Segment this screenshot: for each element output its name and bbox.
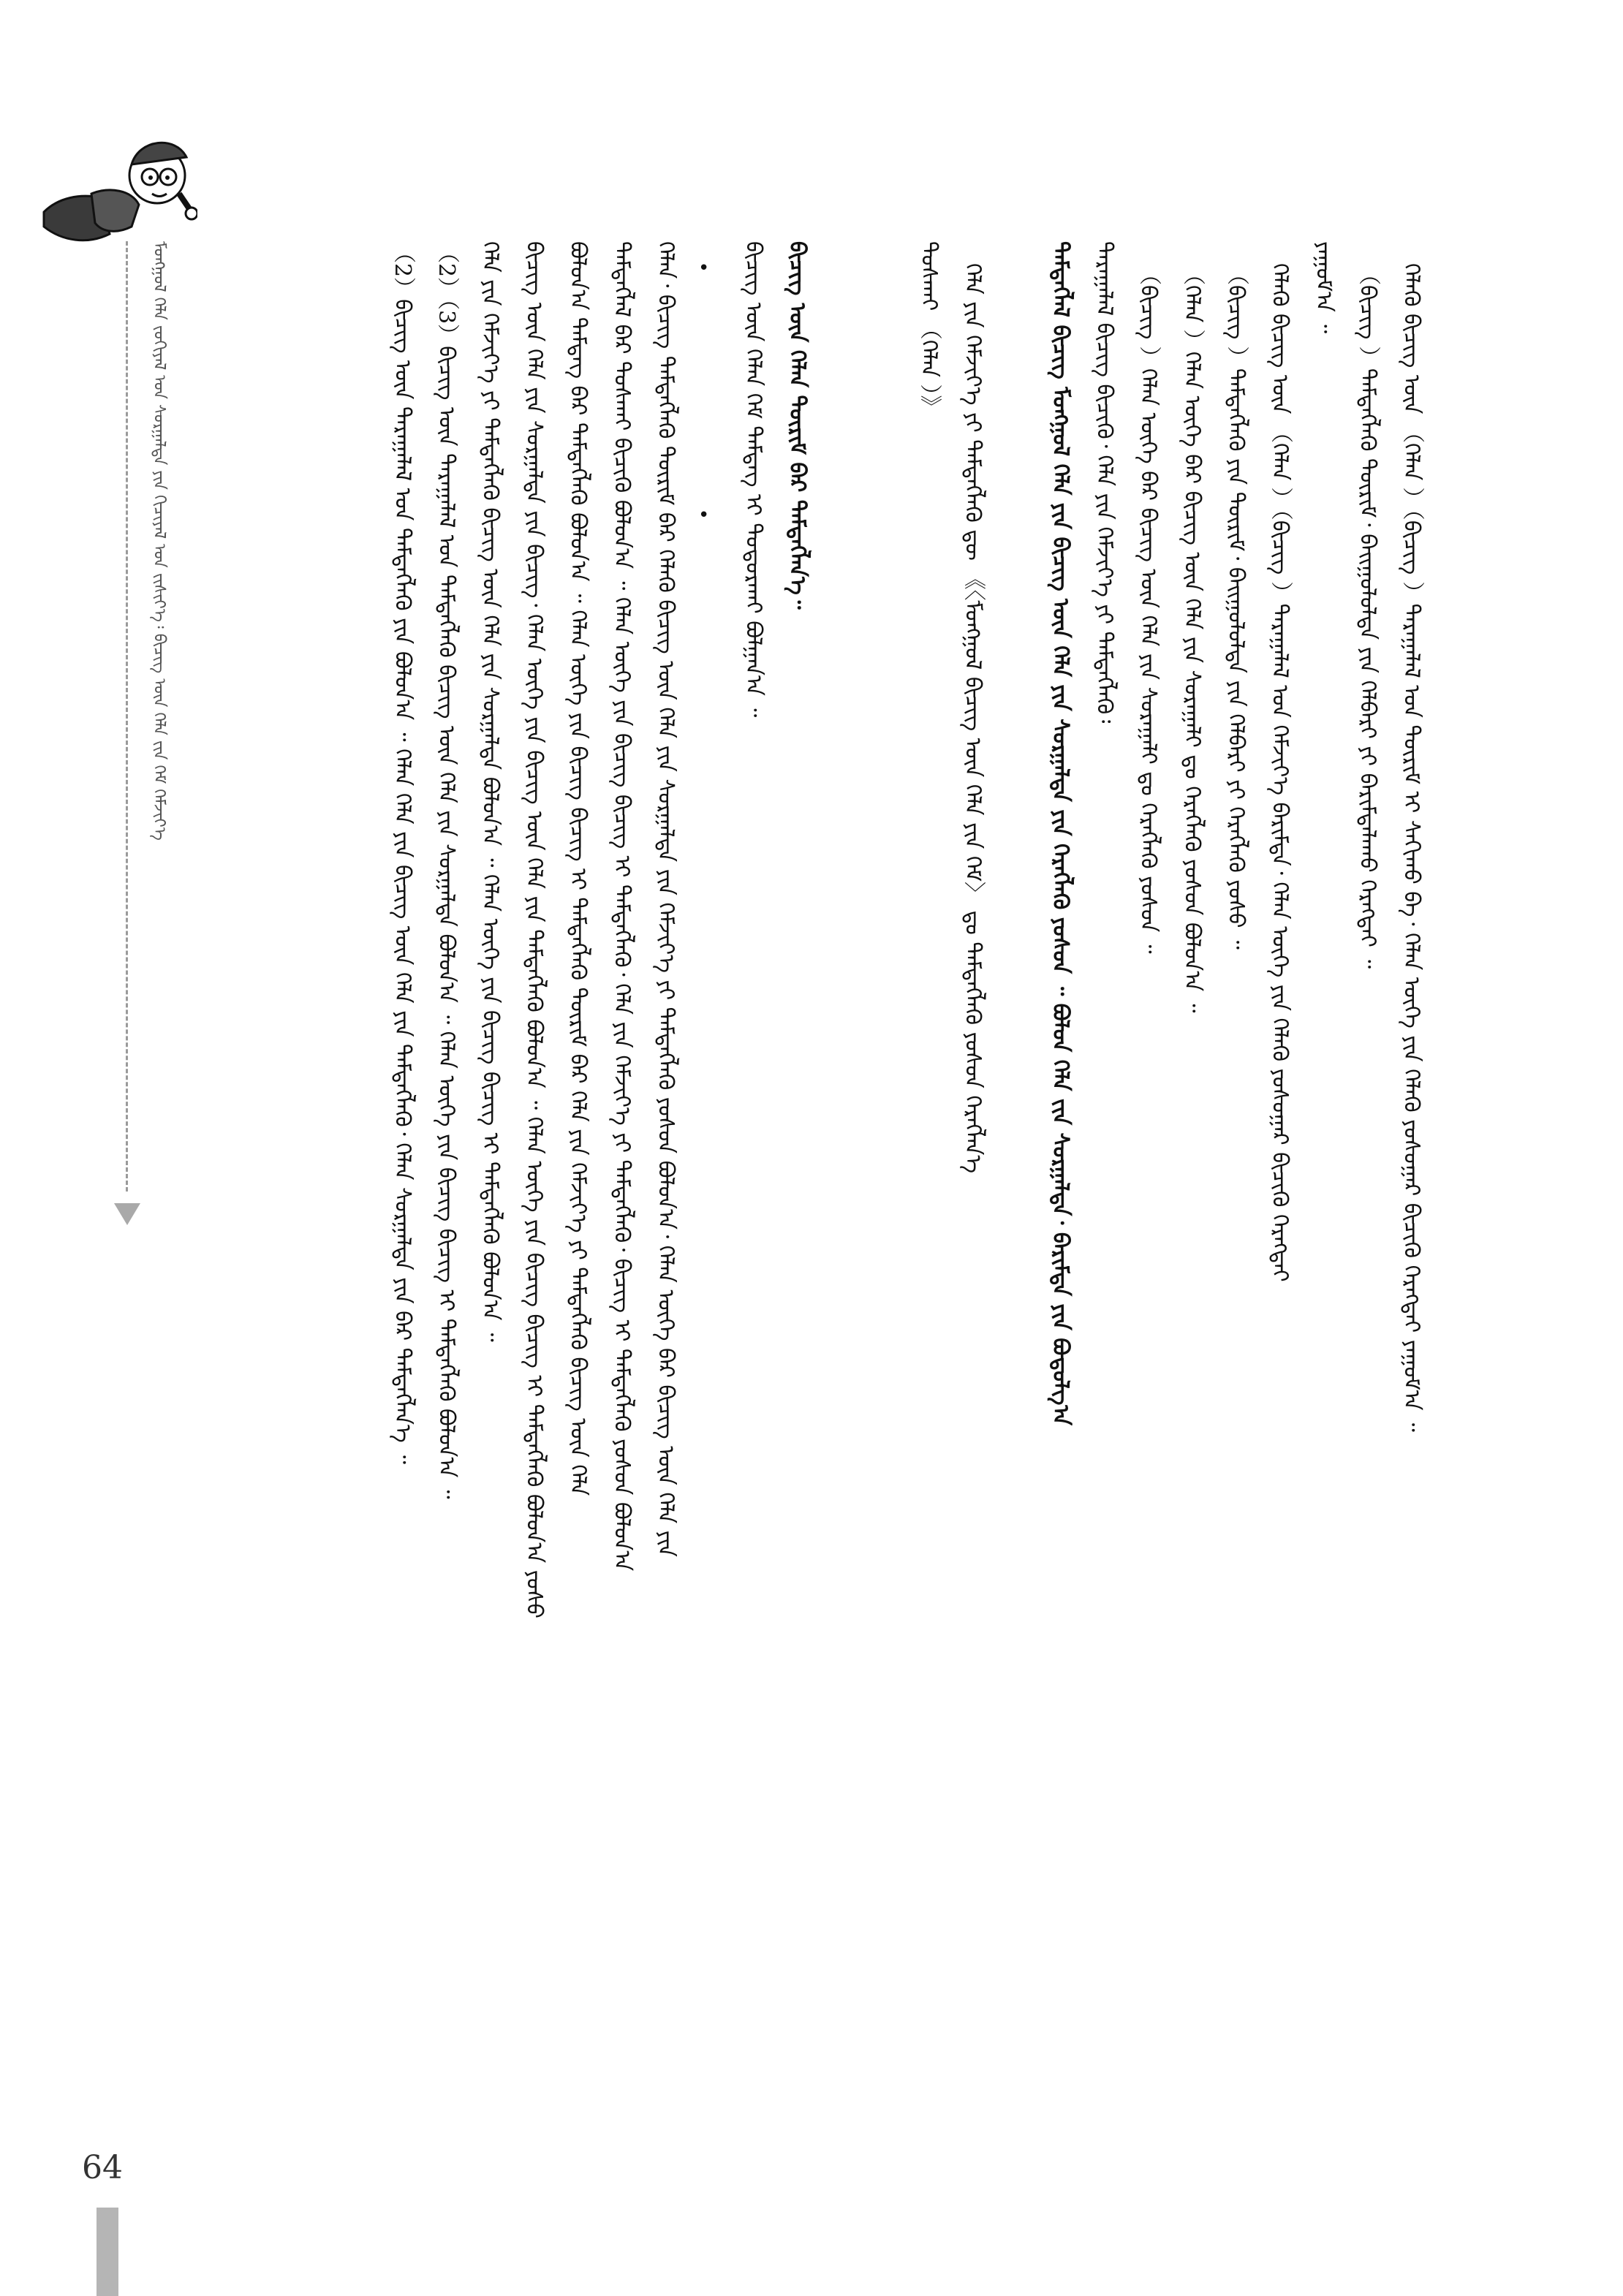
- text-column: ᠶᠠᠭᠤᠮ᠎ᠠ ᠃: [1311, 241, 1336, 334]
- text-column: （ᠪᠢᠴᠢᠭ ）ᠲᠡᠮᠳᠡᠭᠯᠡᠬᠦ ᠶᠢᠨ ᠳᠦᠷᠢᠮ᠂ ᠪᠠᠢᠭᠤᠯᠤᠯᠲᠠ ᠶᠢᠨ ᠬᠡᠯᠪᠡᠷᠢ ᠶᠢ ᠬᠡᠷᠡᠭᠯᠡᠬᠦ ᠶᠣᠰᠣ ᠃: [1223, 263, 1249, 950]
- text-column: ᠬᠡᠯᠡᠬᠦ ᠪᠢᠴᠢᠭ ᠦᠨ （ᠬᠡᠯᠡᠨ ）（ᠪᠢᠴᠢᠭ ）ᠳᠠᠷᠠᠭᠠᠯᠠᠯ ᠤᠨ ᠬᠡᠮᠵᠢᠶ᠎ᠡ ᠪᠠᠷᠢᠮᠲᠠ᠂ ᠬᠡᠯᠡᠨ ᠦᠭᠡ ᠶᠢᠨ ᠬᠡᠯᠡᠬᠦ ᠶᠣᠰᠣᠭᠠᠷ ᠪᠢᠴᠢᠬᠦ ᠬᠡᠷᠡᠭᠲᠡᠢ: [1267, 263, 1293, 1282]
- text-column: ᠬᠡᠯᠡᠨ᠂ ᠪᠢᠴᠢᠭ ᠲᠡᠮᠳᠡᠭᠯᠡᠬᠦ ᠳᠦᠷᠢᠮ ᠪᠡᠷ ᠬᠡᠯᠡᠬᠦ ᠪᠢᠴᠢᠭ ᠦᠨ ᠬᠡᠯᠡ ᠶᠢᠨ ᠰᠤᠷᠭᠠᠯᠲᠠ ᠶᠢᠨ ᠬᠡᠮᠵᠢᠶ᠎ᠡ ᠶᠢ ᠲᠡᠮᠳᠡᠭᠯᠡᠬᠦ ᠶᠣᠰᠣᠨ ᠪᠣᠯᠤᠨ᠎ᠠ᠂ ᠬᠡᠯᠡᠨ ᠦᠭᠡ ᠪᠡᠷ ᠪᠢᠴᠢᠭ ᠦᠨ ᠬᠡᠯᠡ ᠶᠢᠨ: [653, 241, 678, 1557]
- triangle-marker-icon: [114, 1203, 140, 1225]
- running-head: [64, 241, 168, 1191]
- text-column: （ᠪᠢᠴᠢᠭ ）ᠲᠡᠮᠳᠡᠭᠯᠡᠬᠦ ᠳᠦᠷᠢᠮ᠂ ᠪᠠᠢᠭᠤᠯᠤᠯᠲᠠ ᠶᠢᠨ ᠬᠡᠯᠪᠡᠷᠢ ᠶᠢ ᠪᠠᠷᠢᠮᠲᠠᠯᠠᠬᠤ ᠬᠡᠷᠡᠭᠲᠡᠢ ᠃: [1355, 263, 1380, 969]
- text-column: （ᠪᠢᠴᠢᠭ ）ᠬᠡᠯᠡᠨ ᠦᠭᠡ ᠪᠡᠷ ᠪᠢᠴᠢᠭ ᠦᠨ ᠬᠡᠯᠡ ᠶᠢᠨ ᠰᠤᠷᠠᠭᠠᠯᠢ ᠳᠤ ᠬᠡᠷᠡᠭᠯᠡᠬᠦ ᠶᠣᠰᠣᠨ ᠃: [1135, 263, 1161, 954]
- text-column: ᠲᠡᠮᠳᠡᠭᠯᠡᠯ ᠪᠡᠷ ᠲᠤᠰᠬᠠᠢ ᠪᠢᠴᠢᠬᠦ ᠪᠣᠯᠤᠨ᠎ᠠ ᠃ ᠬᠡᠯᠡᠨ ᠦᠭᠡ ᠶᠢᠨ ᠪᠢᠴᠢᠭ ᠪᠢᠴᠢᠭ ᠢ ᠲᠡᠮᠳᠡᠭᠯᠡᠬᠦ᠂ ᠬᠡᠯᠡ ᠶᠢᠨ ᠬᠡᠮᠵᠢᠶ᠎ᠡ ᠶᠢ ᠲᠡᠮᠳᠡᠭᠯᠡᠬᠦ᠂ ᠪᠢᠴᠢᠭ ᠢ ᠲᠡᠮᠳᠡᠭᠯᠡᠬᠦ ᠶᠣᠰᠣᠨ ᠪᠣᠯᠤᠨ᠎ᠠ: [609, 241, 635, 1572]
- text-column: （ᠬᠡᠯᠡᠨ ）ᠬᠡᠯᠡᠨ ᠦᠭᠡ ᠪᠡᠷ ᠪᠢᠴᠢᠭ ᠦᠨ ᠬᠡᠯᠡ ᠶᠢᠨ ᠰᠤᠷᠠᠭᠠᠯᠢ ᠳᠤ ᠬᠡᠷᠡᠭᠯᠡᠬᠦ ᠶᠣᠰᠣᠨ ᠪᠣᠯᠤᠨ᠎ᠠ ᠃: [1179, 263, 1205, 1013]
- text-column: ᠪᠢᠴᠢᠭ ᠦᠨ ᠬᠡᠯᠡᠨ ᠳᠦᠷᠢᠮ ᠪᠡᠷ ᠲᠡᠮᠳᠡᠭᠯᠡᠨ᠎ᠡ᠃: [784, 241, 810, 610]
- page-edge-tab: [97, 2208, 118, 2296]
- text-column: ᠲᠤᠰᠬᠠᠢ （ᠬᠡᠯᠡᠨ ）》: [916, 241, 942, 417]
- running-head-text: ᠮᠣᠩᠭᠣᠯ ᠬᠡᠯᠡ ᠵᠣᠬᠢᠶᠠᠯ ᠤᠨ ᠰᠤᠷᠭᠠᠯᠲᠠ ᠶᠢᠨ ᠬᠢᠴᠢᠶᠡᠯ ᠤᠨ ᠵᠢᠱᠢᠶ᠎ᠡ᠄ ᠪᠢᠴᠢᠭ ᠦᠨ ᠬᠡᠯᠡ ᠵᠢᠨ ᠬᠡᠮ ᠬᠡᠮᠵᠢᠶ᠎ᠡ: [150, 241, 168, 841]
- text-column: ᠬᠡᠯᠡᠬᠦ ᠪᠢᠴᠢᠭ ᠦᠨ （ᠬᠡᠯᠡᠨ ）（ᠪᠢᠴᠢᠭ ）ᠳᠠᠷᠠᠭᠠᠯᠠᠯ ᠤᠨ ᠳᠦᠷᠢᠮ ᠢ ᠰᠠᠬᠢᠬᠤ ᠪᠠ᠂ ᠬᠡᠯᠡᠨ ᠦᠭᠡ ᠶᠢᠨ ᠬᠡᠯᠡᠬᠦ ᠶᠣᠰᠣᠭᠠᠷ ᠪᠢᠴᠢᠬᠦ ᠬᠡᠷᠡᠭᠲᠡᠢ ᠶᠠᠭᠤᠮ᠎ᠠ ᠃: [1399, 263, 1424, 1432]
- text-column: ᠪᠢᠴᠢᠭ ᠦᠨ ᠬᠡᠯᠡ ᠶᠢᠨ ᠰᠤᠷᠭᠠᠯᠲᠠ ᠶᠢᠨ ᠪᠢᠴᠢᠭ᠂ ᠬᠡᠯᠡᠨ ᠦᠭᠡ ᠶᠢᠨ ᠪᠢᠴᠢᠭ ᠦᠨ ᠬᠡᠯᠡ ᠶᠢᠨ ᠲᠡᠮᠳᠡᠭᠯᠡᠬᠦ ᠪᠣᠯᠤᠨ᠎ᠠ ᠃ ᠬᠡᠯᠡᠨ ᠦᠭᠡ ᠶᠢᠨ ᠪᠢᠴᠢᠭ ᠪᠢᠴᠢᠭ ᠢ ᠲᠡᠮᠳᠡᠭᠯᠡᠬᠦ ᠪᠣᠯᠤᠨ᠎ᠠ ᠶᠣᠰᠣ: [521, 241, 547, 1619]
- text-column: ᠬᠡᠯᠡ ᠶᠢᠨ ᠬᠡᠮᠵᠢᠶ᠎ᠡ ᠶᠢ ᠲᠡᠮᠳᠡᠭᠯᠡᠬᠦ ᠪᠢᠴᠢᠭ ᠦᠨ ᠬᠡᠯᠡ ᠶᠢᠨ ᠰᠤᠷᠭᠠᠯᠲᠠ ᠪᠣᠯᠤᠨ᠎ᠠ ᠃ ᠬᠡᠯᠡᠨ ᠦᠭᠡ ᠶᠢᠨ ᠪᠢᠴᠢᠭ ᠪᠢᠴᠢᠭ ᠢ ᠲᠡᠮᠳᠡᠭᠯᠡᠬᠦ ᠪᠣᠯᠤᠨ᠎ᠠ ᠃: [477, 241, 503, 1342]
- text-column: ᠳᠠᠷᠠᠭᠠᠯᠠᠯ ᠪᠢᠴᠢᠭ ᠪᠢᠴᠢᠬᠦ᠂ ᠬᠡᠯᠡ ᠶᠢᠨ ᠬᠡᠮᠵᠢᠶ᠎ᠡ ᠶᠢ ᠲᠡᠮᠳᠡᠭᠯᠡᠬᠦ᠄: [1092, 241, 1117, 724]
- section-bullet-icon: •: [698, 504, 710, 526]
- page-number: 64: [82, 2149, 123, 2186]
- text-column: ᠲᠡᠮᠳᠡᠭᠯᠡᠯ ᠪᠢᠴᠢᠭ ᠮᠣᠩᠭᠣᠯ ᠬᠡᠯᠡ ᠶᠢᠨ ᠪᠢᠴᠢᠭ ᠦᠨ ᠬᠡᠯᠡ ᠶᠢᠨ ᠰᠤᠷᠭᠠᠯᠲᠠ ᠶᠢᠨ ᠬᠡᠷᠡᠭᠯᠡᠬᠦ ᠶᠣᠰᠣᠨ ᠃ ᠪᠣᠯᠣᠨ ᠬᠡᠯᠡ ᠵᠢᠨ ᠰᠤᠷᠭᠠᠯᠲᠠ᠂ ᠪᠠᠷᠢᠮᠲᠠ ᠶᠢᠨ ᠪᠣᠳᠤᠯᠭ᠎ᠠ: [1048, 241, 1073, 1426]
- text-column: ᠬᠡᠯᠡ ᠶᠢᠨ ᠬᠡᠮᠵᠢᠶ᠎ᠡ ᠶᠢ ᠲᠡᠮᠳᠡᠭᠯᠡᠬᠦ ᠳᠦ 《〈ᠮᠣᠩᠭᠣᠯ ᠪᠢᠴᠢᠭ ᠦᠨ ᠬᠡᠯᠡ ᠶᠢᠨ ᠬᠡᠮ〉 ᠳᠤ ᠲᠡᠮᠳᠡᠭᠯᠡᠬᠦ ᠶᠣᠰᠣᠨ ᠬᠡᠷᠡᠭᠯᠡᠨ᠎ᠡ: [960, 263, 985, 1174]
- text-column: （2）ᠪᠢᠴᠢᠭ ᠦᠨ ᠳᠠᠷᠠᠭᠠᠯᠠᠯ ᠤᠨ ᠲᠡᠮᠳᠡᠭᠯᠡᠬᠦ ᠶᠢᠨ ᠪᠣᠯᠤᠨ᠎ᠠ ᠃ ᠬᠡᠯᠡᠨ ᠬᠡᠯᠡ ᠶᠢᠨ ᠪᠢᠴᠢᠭ ᠦᠨ ᠬᠡᠯᠡ ᠶᠢᠨ ᠲᠡᠮᠳᠡᠭᠯᠡᠬᠦ᠂ ᠬᠡᠯᠡᠨ ᠰᠤᠷᠭᠠᠯᠲᠠ ᠶᠢᠨ ᠪᠡᠷ ᠲᠡᠮᠳᠡᠭᠯᠡᠨ᠎ᠡ ᠃: [390, 241, 415, 1464]
- text-column: （2）（3）ᠪᠢᠴᠢᠭ ᠦᠨ ᠳᠠᠷᠠᠭᠠᠯᠠᠯ ᠤᠨ ᠲᠡᠮᠳᠡᠭᠯᠡᠬᠦ ᠪᠢᠴᠢᠭ ᠦᠨ ᠬᠡᠯᠡ ᠶᠢᠨ ᠰᠤᠷᠭᠠᠯᠲᠠ ᠪᠣᠯᠤᠨ᠎ᠠ ᠃ ᠬᠡᠯᠡᠨ ᠦᠭᠡ ᠶᠢᠨ ᠪᠢᠴᠢᠭ ᠪᠢᠴᠢᠭ ᠢ ᠲᠡᠮᠳᠡᠭᠯᠡᠬᠦ ᠪᠣᠯᠤᠨ᠎ᠠ ᠃: [434, 241, 459, 1499]
- mascot-illustration: [29, 124, 197, 249]
- text-column: ᠪᠢᠴᠢᠭ ᠦᠨ ᠬᠡᠯᠡᠨ ᠬᠡᠮ ᠲᠡᠮᠳᠡᠭ ᠢ ᠲᠣᠳᠤᠷᠬᠠᠢ ᠪᠣᠯᠭᠠᠨ᠎ᠠ ᠃: [741, 241, 766, 718]
- section-bullet-icon: •: [698, 257, 710, 279]
- dashed-rule: [126, 241, 128, 1191]
- text-column: ᠪᠣᠯᠤᠨ᠎ᠠ ᠲᠡᠮᠳᠡᠭ ᠪᠡᠷ ᠲᠡᠮᠳᠡᠭᠯᠡᠬᠦ ᠪᠣᠯᠤᠨ᠎ᠠ ᠃ ᠬᠡᠯᠡᠨ ᠦᠭᠡ ᠶᠢᠨ ᠪᠢᠴᠢᠭ ᠪᠢᠴᠢᠭ ᠢ ᠲᠡᠮᠳᠡᠭᠯᠡᠬᠦ ᠳᠦᠷᠢᠮ ᠪᠡᠷ ᠬᠡᠯᠡ ᠶᠢᠨ ᠬᠡᠮᠵᠢᠶ᠎ᠡ ᠶᠢ ᠲᠡᠮᠳᠡᠭᠯᠡᠬᠦ ᠪᠢᠴᠢᠭ ᠦᠨ ᠬᠡᠯᠡ: [565, 241, 591, 1496]
